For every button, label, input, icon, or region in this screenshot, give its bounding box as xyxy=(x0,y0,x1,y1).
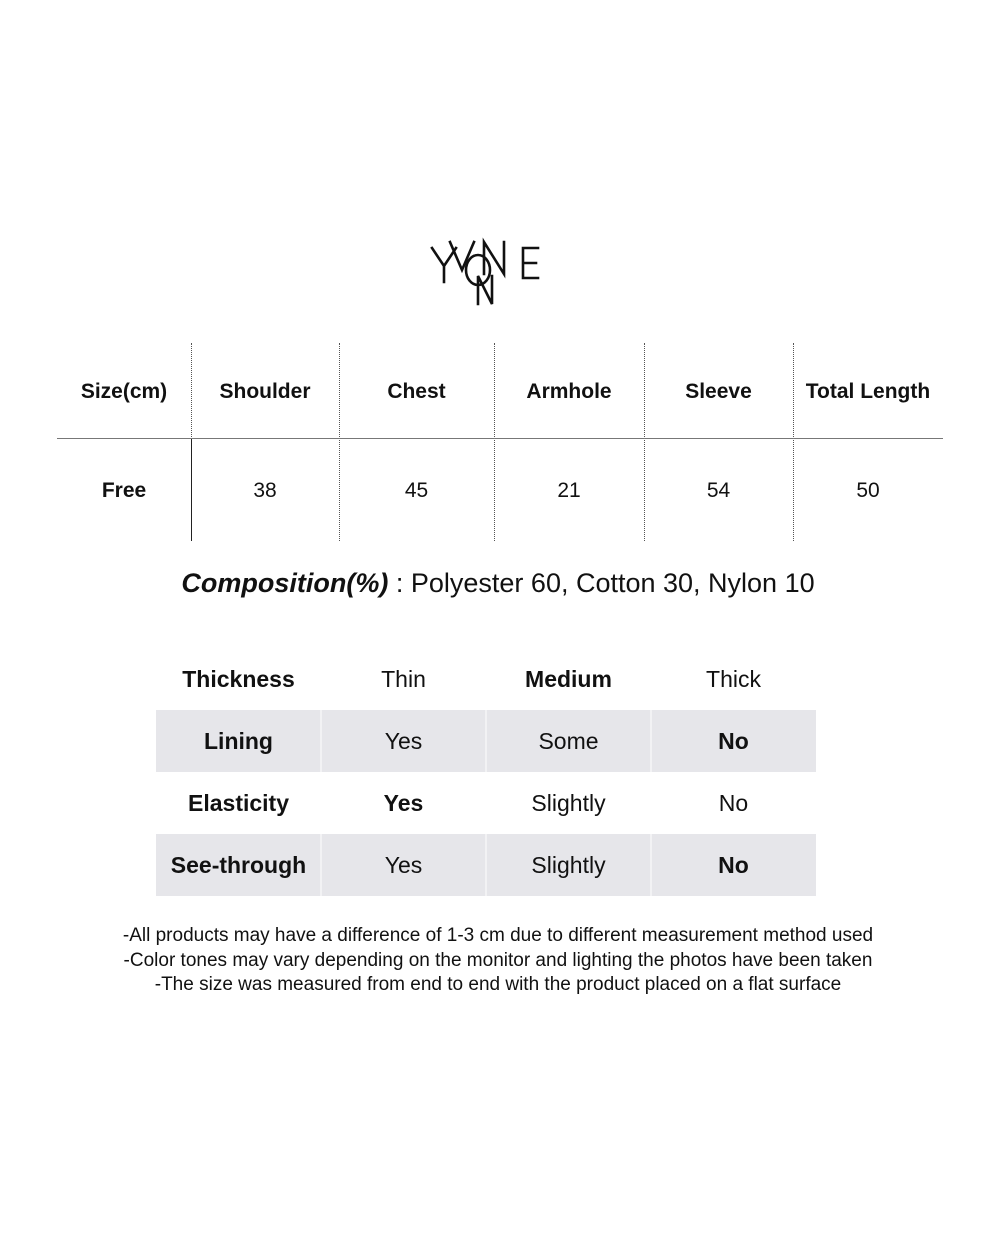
header-armhole: Armhole xyxy=(526,380,612,403)
property-option: Thick xyxy=(706,666,761,692)
property-option: Slightly xyxy=(531,852,606,878)
value-armhole: 21 xyxy=(557,479,581,502)
notes xyxy=(0,924,996,998)
header-chest: Chest xyxy=(387,380,446,403)
property-row-see-through xyxy=(156,834,816,896)
property-row-elasticity xyxy=(156,772,816,834)
size-table xyxy=(57,343,943,541)
note-measurement-method: -The size was measured from end to end with the product placed on a flat surface xyxy=(154,974,842,995)
property-option-selected: Yes xyxy=(383,790,424,816)
value-chest: 45 xyxy=(404,479,429,502)
property-label: Elasticity xyxy=(188,790,289,816)
column-divider xyxy=(339,343,340,541)
value-sleeve: 54 xyxy=(706,479,731,502)
header-size: Size(cm) xyxy=(80,380,168,403)
composition-label: Composition(%) xyxy=(181,568,389,598)
header-total-length: Total Length xyxy=(805,380,931,403)
fabric-properties-table xyxy=(156,648,816,896)
row-size-free: Free xyxy=(101,479,147,502)
property-option: Slightly xyxy=(531,790,606,816)
property-label: See-through xyxy=(170,852,307,878)
header-divider xyxy=(57,438,943,439)
property-option-selected: No xyxy=(718,852,749,878)
value-shoulder: 38 xyxy=(253,479,277,502)
property-option: Some xyxy=(538,728,599,754)
property-row-lining xyxy=(156,710,816,772)
property-option: Yes xyxy=(384,728,423,754)
property-label: Thickness xyxy=(182,666,295,692)
note-measurement-difference: -All products may have a difference of 1-3 cm due to different measurement method used xyxy=(122,925,874,946)
property-option-selected: No xyxy=(718,728,749,754)
composition-separator: : xyxy=(388,568,411,598)
property-option: Yes xyxy=(384,852,423,878)
property-label: Lining xyxy=(204,728,273,754)
header-sleeve: Sleeve xyxy=(685,380,752,403)
property-option-selected: Medium xyxy=(525,666,612,692)
composition-value: Polyester 60, Cotton 30, Nylon 10 xyxy=(410,568,815,598)
brand-logo xyxy=(428,226,548,308)
property-option: No xyxy=(718,790,749,816)
property-option: Thin xyxy=(381,666,426,692)
value-total-length: 50 xyxy=(856,479,880,502)
header-shoulder: Shoulder xyxy=(219,380,311,403)
note-color-tones: -Color tones may vary depending on the monitor and lighting the photos have been taken xyxy=(123,949,873,971)
column-divider xyxy=(494,343,495,541)
column-divider xyxy=(644,343,645,541)
property-row-thickness xyxy=(156,648,816,710)
composition-line xyxy=(0,567,996,599)
column-divider xyxy=(793,343,794,541)
